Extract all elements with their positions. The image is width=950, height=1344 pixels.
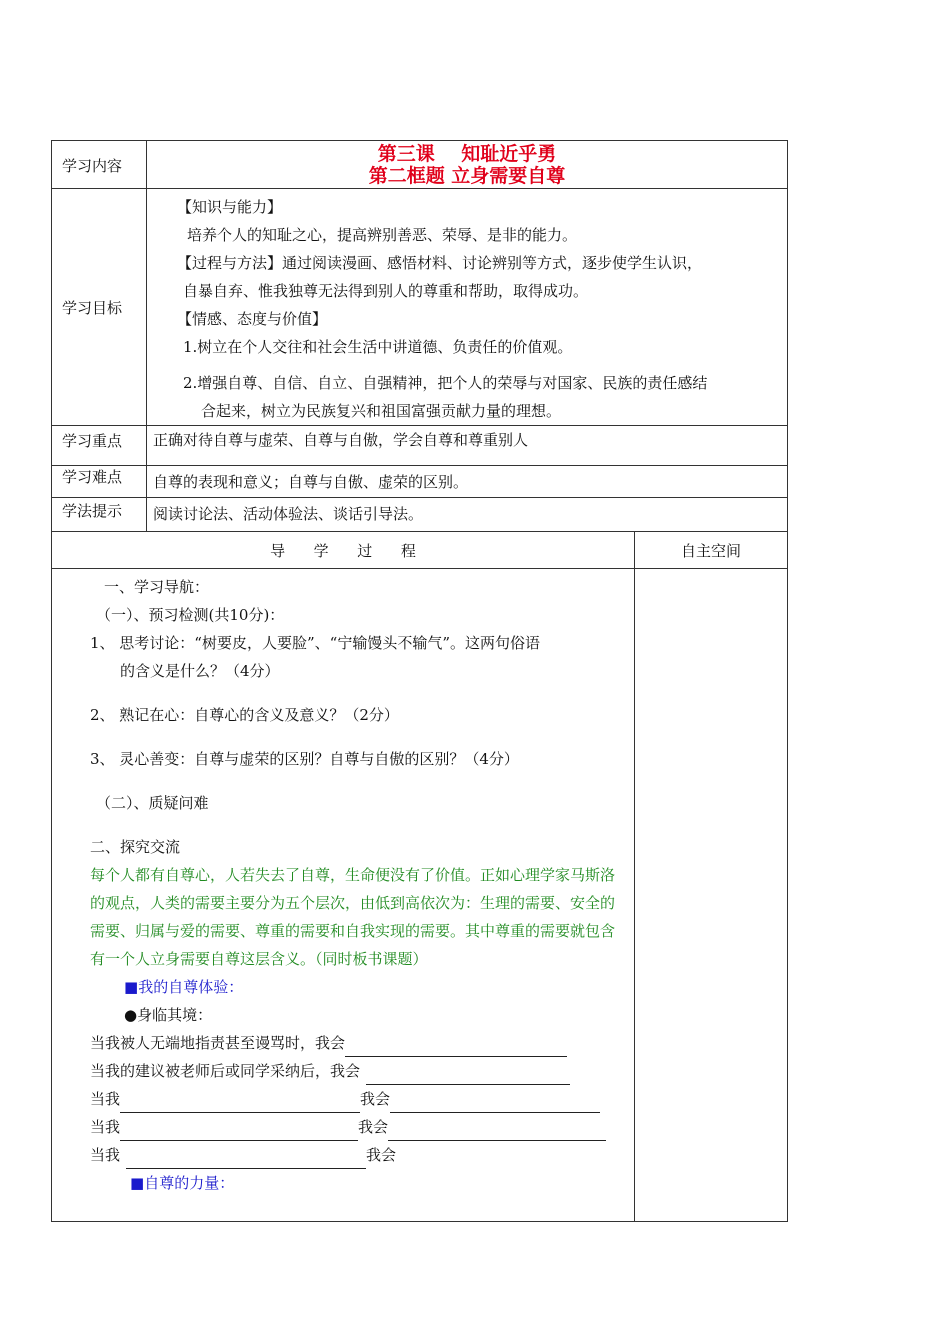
experience-title: 我的自尊体验： xyxy=(138,978,244,996)
scenario-5-b: 我会 xyxy=(366,1146,397,1164)
answer-blank[interactable] xyxy=(388,1124,606,1141)
situation-heading: ●身临其境： xyxy=(124,1006,213,1024)
goals-label: 学习目标 xyxy=(52,189,147,426)
scenario-2: 当我的建议被老师后或同学采纳后，我会 xyxy=(90,1062,361,1080)
process-header: 导 学 过 程 xyxy=(52,532,635,569)
pretest-heading: （一）、预习检测(共10分)： xyxy=(96,606,285,624)
question-3: 3、 灵心善变：自尊与虚荣的区别？自尊与自傲的区别？（4分） xyxy=(90,750,519,768)
goal-line: 【知识与能力】 xyxy=(177,198,283,216)
goal-line: 培养个人的知耻之心，提高辨别善恶、荣辱、是非的能力。 xyxy=(187,226,578,244)
answer-blank[interactable] xyxy=(390,1096,600,1113)
key-text: 正确对待自尊与虚荣、自尊与自傲，学会自尊和尊重别人 xyxy=(147,426,788,466)
method-label: 学法提示 xyxy=(52,498,147,532)
goal-line: 2.增强自尊、自信、自立、自强精神，把个人的荣辱与对国家、民族的责任感结 xyxy=(183,374,708,392)
scenario-3-b: 我会 xyxy=(360,1090,391,1108)
key-label: 学习重点 xyxy=(52,426,147,466)
method-text: 阅读讨论法、活动体验法、谈话引导法。 xyxy=(147,498,788,532)
content-label: 学习内容 xyxy=(52,141,147,189)
goal-line: 自暴自弃、惟我独尊无法得到别人的尊重和帮助，取得成功。 xyxy=(183,282,589,300)
scenario-3-a: 当我 xyxy=(90,1090,121,1108)
answer-blank[interactable] xyxy=(120,1124,358,1141)
answer-blank[interactable] xyxy=(345,1040,567,1057)
scenario-5-a: 当我 xyxy=(90,1146,121,1164)
title-line-1: 第三课 知耻近乎勇 xyxy=(377,143,557,165)
lesson-table xyxy=(51,140,788,1222)
square-bullet-icon: ■ xyxy=(124,978,139,996)
nav-heading: 一、学习导航： xyxy=(104,578,210,596)
question-1: 1、 思考讨论：“树要皮，人要脸”、“宁输馒头不输气”。这两句俗语 xyxy=(90,634,540,652)
goals-cell xyxy=(147,189,788,426)
process-cell xyxy=(52,569,635,1222)
answer-blank[interactable] xyxy=(120,1096,360,1113)
page-title xyxy=(147,141,788,189)
side-header: 自主空间 xyxy=(635,532,788,569)
question-2: 2、 熟记在心：自尊心的含义及意义？（2分） xyxy=(90,706,399,724)
square-bullet-icon: ■ xyxy=(130,1174,145,1192)
goal-line: 【过程与方法】通过阅读漫画、感悟材料、讨论辨别等方式，逐步使学生认识， xyxy=(177,254,703,272)
difficult-label: 学习难点 xyxy=(52,466,147,498)
difficult-text: 自尊的表现和意义；自尊与自傲、虚荣的区别。 xyxy=(147,466,788,498)
goal-line: 【情感、态度与价值】 xyxy=(177,310,328,328)
goal-line: 合起来，树立为民族复兴和祖国富强贡献力量的理想。 xyxy=(201,402,562,420)
answer-blank[interactable] xyxy=(126,1152,366,1169)
scenario-4-a: 当我 xyxy=(90,1118,121,1136)
question-1-cont: 的含义是什么？（4分） xyxy=(120,662,280,680)
scenario-1: 当我被人无端地指责甚至谩骂时，我会 xyxy=(90,1034,346,1052)
power-title: 自尊的力量： xyxy=(144,1174,235,1192)
green-passage: 每个人都有自尊心，人若失去了自尊，生命便没有了价值。正如心理学家马斯洛的观点，人类的需要主要分为五个层次，由低到高依次为：生理的需要、安全的需要、归属与爱的需要、尊重的需要和自我实现的需要。其中尊重的需要就包含有一个人立身需要自尊这层含义。（同时板书课题） xyxy=(90,866,616,968)
self-study-space[interactable] xyxy=(635,569,788,1222)
title-line-2: 第二框题 立身需要自尊 xyxy=(368,165,566,187)
scenario-4-b: 我会 xyxy=(358,1118,389,1136)
answer-blank[interactable] xyxy=(366,1068,570,1085)
doubt-heading: （二）、质疑问难 xyxy=(96,794,209,812)
goal-line: 1.树立在个人交往和社会生活中讲道德、负责任的价值观。 xyxy=(183,338,573,356)
explore-heading: 二、探究交流 xyxy=(90,838,181,856)
